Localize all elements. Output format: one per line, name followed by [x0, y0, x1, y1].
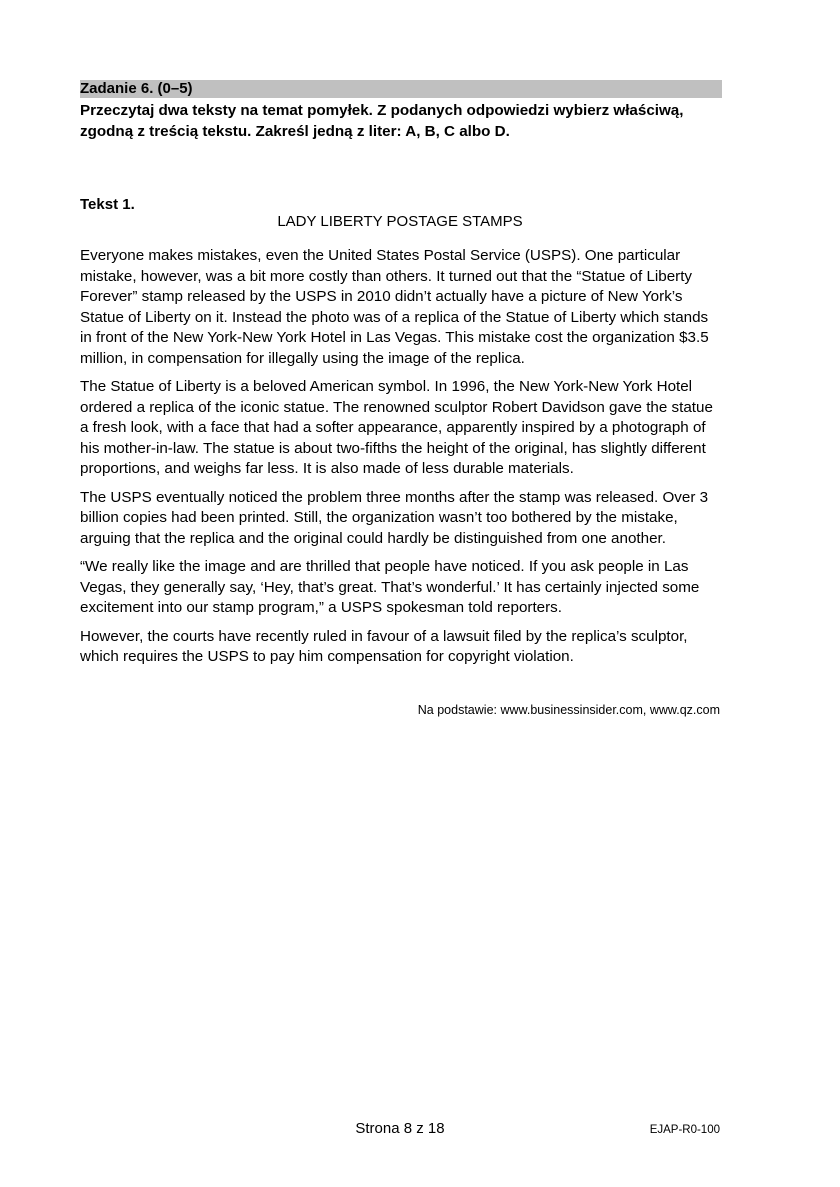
article-paragraph: However, the courts have recently ruled in favour of a lawsuit filed by the replica’s sculptor, which requires the USPS to pay him compensation for copyright violation. [80, 627, 688, 665]
source-citation: Na podstawie: www.businessinsider.com, www.qz.com [417, 703, 720, 717]
task-header: Zadanie 6. (0–5) [80, 80, 722, 98]
article-paragraph: The Statue of Liberty is a beloved American symbol. In 1996, the New York-New York Hotel ordered a replica of the iconic statue. The renowned sculptor Robert Davidson gave the statue a fresh look, with a face that had a softer appearance, apparently inspired by a photograph of his mother-in-law. The statue is about two-fifths the height of the original, has slightly different proportions, and weighs far less. It is also made of less durable materials. [80, 378, 713, 477]
text-label: Tekst 1. [80, 196, 135, 213]
article-paragraph: Everyone makes mistakes, even the United States Postal Service (USPS). One particular mistake, however, was a bit more costly than others. It turned out that the “Statue of Liberty Forever” stamp released by the USPS in 2010 didn’t actually have a picture of New York’s Statue of Liberty on it. Instead the photo was of a replica of the Statue of Liberty which stands in front of the New York-New York Hotel in Las Vegas. This mistake cost the organization $3.5 million, in compensation for illegally using the image of the replica. [80, 247, 709, 367]
page-number: Strona 8 z 18 [355, 1120, 445, 1137]
article-body [80, 246, 722, 676]
article-paragraph: “We really like the image and are thrilled that people have noticed. If you ask people in Las Vegas, they generally say, ‘Hey, that’s great. That’s wonderful.’ It has certainly injected some excitement into our stamp program,” a USPS spokesman told reporters. [80, 558, 700, 616]
exam-code: EJAP-R0-100 [649, 1124, 720, 1136]
article-title: LADY LIBERTY POSTAGE STAMPS [277, 213, 523, 230]
article-paragraph: The USPS eventually noticed the problem three months after the stamp was released. Over 3 billion copies had been printed. Still, the organization wasn’t too bothered by the mistake, arguing that the replica and the original could hardly be distinguished from one another. [80, 488, 709, 547]
task-instructions: Przeczytaj dwa teksty na temat pomyłek. Z podanych odpowiedzi wybierz właściwą, zgodną z treścią tekstu. Zakreśl jedną z liter: A, B, C albo D. [80, 102, 684, 140]
